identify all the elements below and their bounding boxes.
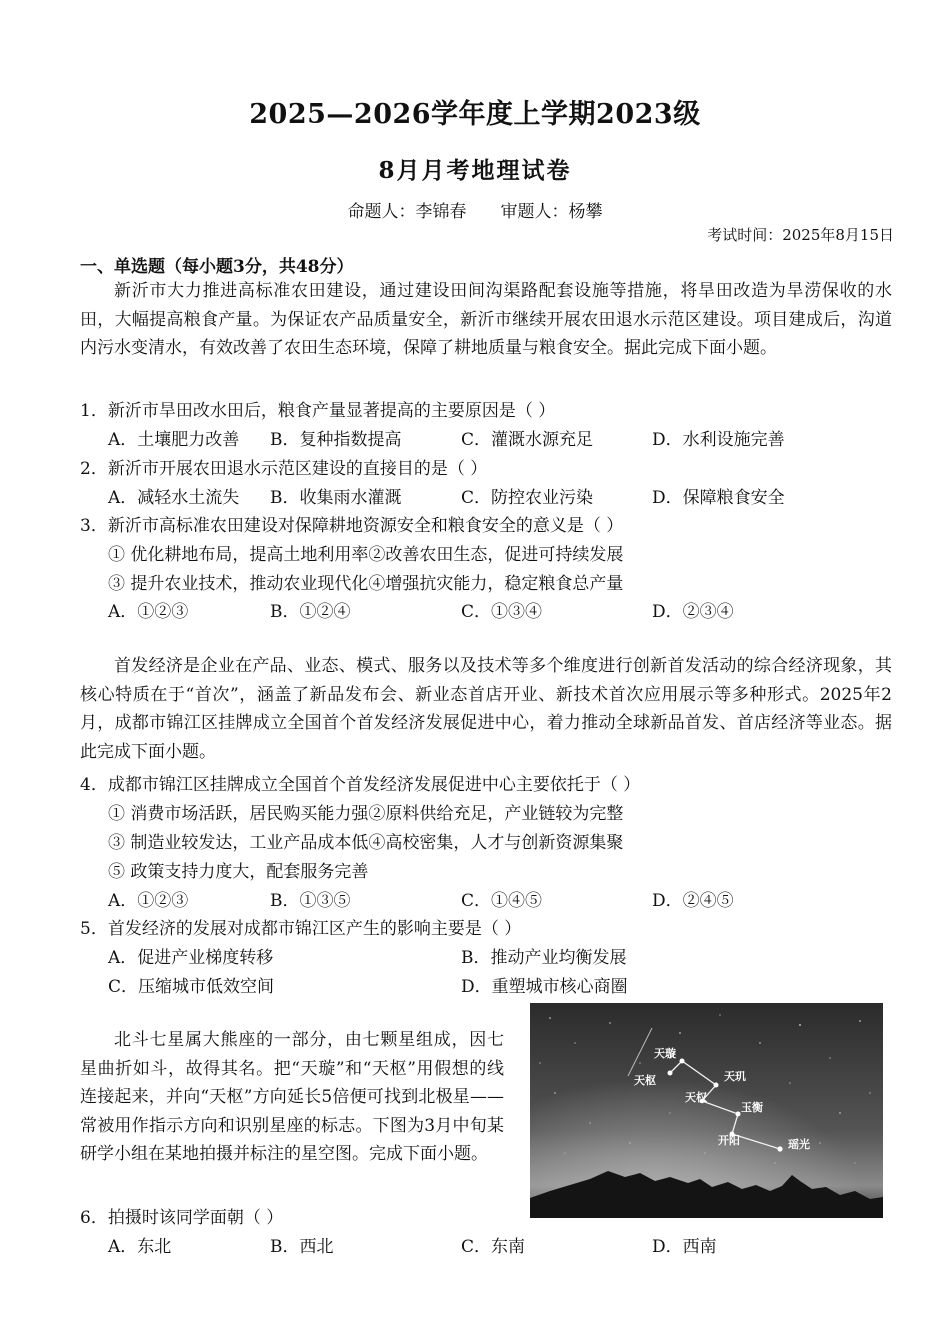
question-2-option-d[interactable]: D．保障粮食安全 xyxy=(652,488,785,508)
label-yaoguang: 瑶光 xyxy=(788,1138,810,1151)
question-5-stem: 5．首发经济的发展对成都市锦江区产生的影响主要是（ ） xyxy=(80,919,522,939)
question-4-statement-1: ① 消费市场活跃，居民购买能力强②原料供给充足，产业链较为完整 xyxy=(108,804,624,824)
question-4-statement-3: ⑤ 政策支持力度大，配套服务完善 xyxy=(108,862,369,882)
question-5-option-b[interactable]: B．推动产业均衡发展 xyxy=(461,948,627,968)
question-2-option-a[interactable]: A．减轻水土流失 xyxy=(108,488,240,508)
question-6-option-c[interactable]: C．东南 xyxy=(461,1237,526,1257)
question-6-option-b[interactable]: B．西北 xyxy=(270,1237,334,1257)
question-6-option-a[interactable]: A．东北 xyxy=(108,1237,172,1257)
question-2-option-c[interactable]: C．防控农业污染 xyxy=(461,488,594,508)
question-4-option-c[interactable]: C．①④⑤ xyxy=(461,891,543,911)
question-1-option-b[interactable]: B．复种指数提高 xyxy=(270,430,402,450)
star-tianshu xyxy=(668,1071,673,1076)
question-5-option-a[interactable]: A．促进产业梯度转移 xyxy=(108,948,274,968)
question-3-option-b[interactable]: B．①②④ xyxy=(270,602,351,622)
question-2-option-b[interactable]: B．收集雨水灌溉 xyxy=(270,488,402,508)
question-5-option-c[interactable]: C．压缩城市低效空间 xyxy=(108,977,275,997)
question-3-option-a[interactable]: A．①②③ xyxy=(108,602,189,622)
question-3-statement-1: ① 优化耕地布局，提高土地利用率②改善农田生态，促进可持续发展 xyxy=(108,545,624,565)
question-5-option-d[interactable]: D．重塑城市核心商圈 xyxy=(461,977,628,997)
question-4-statement-2: ③ 制造业较发达，工业产品成本低④高校密集，人才与创新资源集聚 xyxy=(108,833,624,853)
author-line xyxy=(0,197,950,222)
big-dipper-star-photo xyxy=(530,1003,883,1218)
star-tianji xyxy=(714,1083,719,1088)
question-1-stem: 1．新沂市旱田改水田后，粮食产量显著提高的主要原因是（ ） xyxy=(80,401,556,421)
passage-first-launch-economy: 首发经济是企业在产品、业态、模式、服务以及技术等多个维度进行创新首发活动的综合经济现象，其核心特质在于“首次”，涵盖了新品发布会、新业态首店开业、新技术首次应用展示等多种形式。2025年2月，成都市锦江区挂牌成立全国首个首发经济发展促进中心，着力推动全球新品首发、首店经济等业态。据此完成下面小题。 xyxy=(80,656,892,762)
section-heading: 一、单选题（每小题3分，共48分） xyxy=(80,257,354,277)
question-3-stem: 3．新沂市高标准农田建设对保障耕地资源安全和粮食安全的意义是（ ） xyxy=(80,516,624,536)
question-6-stem: 6．拍摄时该同学面朝（ ） xyxy=(80,1208,284,1228)
question-3-option-c[interactable]: C．①③④ xyxy=(461,602,543,622)
passage-farmland: 新沂市大力推进高标准农田建设，通过建设田间沟渠路配套设施等措施，将旱田改造为旱涝保收的水田，大幅提高粮食产量。为保证农产品质量安全，新沂市继续开展农田退水示范区建设。项目建成后，沟道内污水变清水，有效改善了农田生态环境，保障了耕地质量与粮食安全。据此完成下面小题。 xyxy=(80,281,892,359)
question-1-option-d[interactable]: D．水利设施完善 xyxy=(652,430,785,450)
question-1-option-c[interactable]: C．灌溉水源充足 xyxy=(461,430,594,450)
passage-big-dipper: 北斗七星属大熊座的一部分，由七颗星组成，因七星曲折如斗，故得其名。把“天璇”和“天枢”用假想的线连接起来，并向“天枢”方向延长5倍便可找到北极星——常被用作指示方向和识别星座的标志。下图为3月中旬某研学小组在某地拍摄并标注的星空图。完成下面小题。 xyxy=(80,1030,504,1165)
star-yaoguang xyxy=(777,1146,782,1151)
question-4-option-d[interactable]: D．②④⑤ xyxy=(652,891,734,911)
question-4-stem: 4．成都市锦江区挂牌成立全国首个首发经济发展促进中心主要依托于（ ） xyxy=(80,775,641,795)
question-6-option-d[interactable]: D．西南 xyxy=(652,1237,717,1257)
question-4-option-b[interactable]: B．①③⑤ xyxy=(270,891,351,911)
question-4-option-a[interactable]: A．①②③ xyxy=(108,891,189,911)
question-3-option-d[interactable]: D．②③④ xyxy=(652,602,734,622)
proposer: 命题人：李锦春 xyxy=(347,202,467,222)
question-3-statement-2: ③ 提升农业技术，推动农业现代化④增强抗灾能力，稳定粮食总产量 xyxy=(108,574,624,594)
label-tianji: 天玑 xyxy=(724,1070,746,1083)
question-1-option-a[interactable]: A．土壤肥力改善 xyxy=(108,430,240,450)
question-2-stem: 2．新沂市开展农田退水示范区建设的直接目的是（ ） xyxy=(80,459,488,479)
label-tianshu: 天枢 xyxy=(634,1074,656,1087)
label-tianquan: 天权 xyxy=(685,1091,707,1104)
star-yuheng xyxy=(736,1112,741,1117)
exam-time: 考试时间：2025年8月15日 xyxy=(707,226,894,244)
star-tianxuan xyxy=(680,1059,685,1064)
exam-title: 2025—2026学年度上学期2023级 xyxy=(249,99,701,130)
exam-subtitle: 8月月考地理试卷 xyxy=(378,157,572,184)
label-kaiyang: 开阳 xyxy=(718,1134,740,1147)
reviewer: 审题人：杨攀 xyxy=(500,202,603,222)
label-yuheng: 玉衡 xyxy=(741,1101,763,1114)
label-tianxuan: 天璇 xyxy=(654,1047,676,1060)
